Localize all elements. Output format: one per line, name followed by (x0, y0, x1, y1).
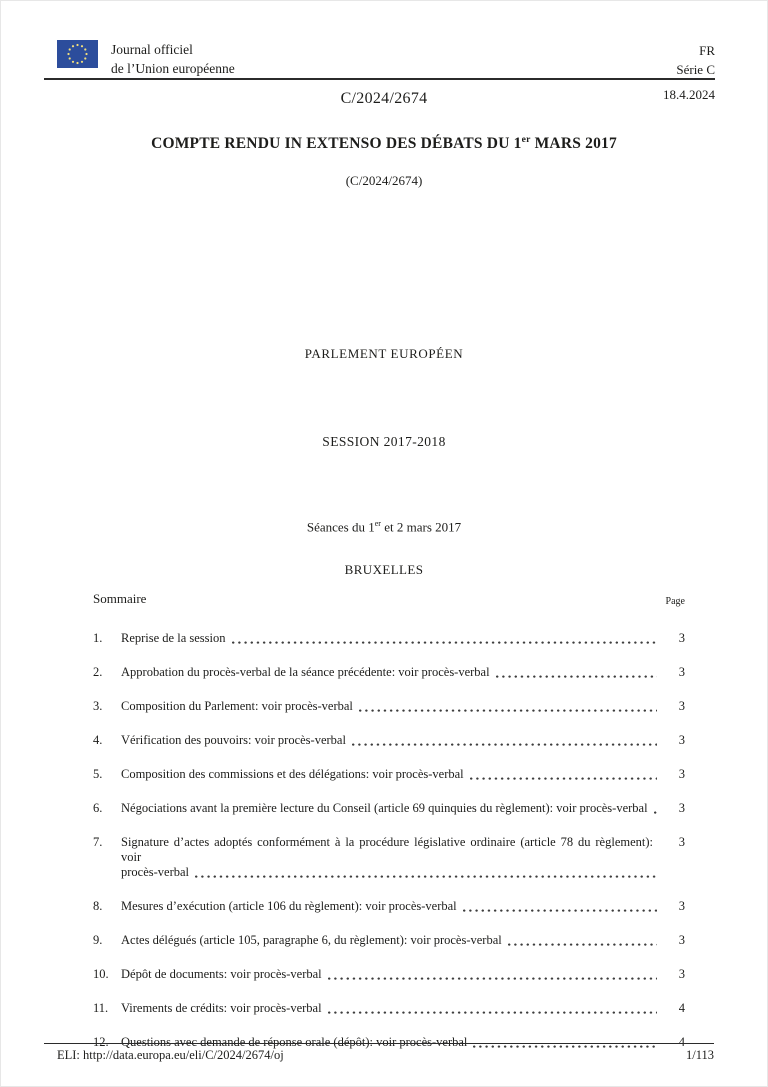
session-heading: SESSION 2017-2018 (322, 434, 446, 449)
toc-list (93, 631, 685, 1050)
toc-item-body (121, 631, 685, 646)
toc-item-line (121, 699, 685, 714)
toc-item (93, 665, 685, 680)
toc-item-number: 7. (93, 835, 103, 849)
masthead-title (111, 40, 235, 78)
toc-item-line (121, 1001, 685, 1016)
toc-item-body (121, 801, 685, 816)
toc-item (93, 733, 685, 748)
toc-item-line (121, 835, 685, 865)
page-footer (57, 1048, 714, 1063)
toc-dotted-leader (496, 675, 657, 678)
toc-item-number: 2. (93, 665, 103, 679)
toc-item-number: 11. (93, 1001, 109, 1015)
page-counter: 1/113 (685, 1048, 714, 1062)
header-rule (44, 78, 715, 80)
toc-item (93, 899, 685, 914)
toc-item-text: Virements de crédits: voir procès-verbal (121, 1001, 322, 1015)
toc-item-number: 5. (93, 767, 103, 781)
masthead-right (676, 40, 715, 79)
toc-item-text: Questions avec demande de réponse orale (dépôt): voir procès-verbal (121, 1035, 468, 1049)
masthead (57, 40, 715, 79)
toc-item-page: 4 (678, 1001, 685, 1015)
toc-dotted-leader (352, 743, 657, 746)
toc-item-line (121, 631, 685, 646)
toc-item-number: 9. (93, 933, 103, 947)
language-code: FR (699, 43, 715, 58)
toc-item-page: 4 (678, 1035, 685, 1049)
toc-item (93, 631, 685, 646)
toc-item-body (121, 767, 685, 782)
toc-item-text: Signature d’actes adoptés conformément à la procédure législative ordinaire (article 78 du règlement): voir (121, 835, 653, 864)
toc-item-body (121, 835, 685, 880)
document-title (1, 134, 767, 153)
toc-dotted-leader (232, 641, 658, 644)
toc-dotted-leader (463, 909, 657, 912)
parliament-heading: PARLEMENT EUROPÉEN (304, 346, 464, 361)
sittings-text-end: et 2 mars 2017 (380, 519, 462, 535)
toc-item-text: Composition du Parlement: voir procès-verbal (121, 699, 353, 713)
toc-item-page: 3 (678, 933, 685, 947)
masthead-line1: Journal officiel (111, 42, 193, 57)
toc-item-text: Actes délégués (article 105, paragraphe 6, du règlement): voir procès-verbal (121, 933, 502, 947)
eli-link[interactable]: ELI: http://data.europa.eu/eli/C/2024/2674/oj (57, 1048, 284, 1062)
toc-item-page: 3 (678, 767, 685, 781)
toc-item-page: 3 (678, 801, 685, 815)
masthead-left (57, 40, 235, 78)
toc-item-body (121, 699, 685, 714)
document-number: C/2024/2674 (340, 90, 428, 107)
toc-item-page: 3 (678, 967, 685, 981)
document-number-row (1, 87, 767, 111)
toc-item-text: Négociations avant la première lecture du Conseil (article 69 quinquies du règlement): voir procès-verbal (121, 801, 648, 815)
sittings-line (1, 519, 767, 535)
masthead-line2: de l’Union européenne (111, 61, 235, 76)
toc-page-column-label: Page (665, 596, 685, 607)
toc-dotted-leader (654, 811, 657, 814)
toc-item-text: Composition des commissions et des délégations: voir procès-verbal (121, 767, 464, 781)
title-superscript: er (521, 134, 531, 145)
toc-item-line (121, 665, 685, 680)
toc-item-number: 12. (93, 1035, 109, 1049)
toc-item-page: 3 (678, 733, 685, 747)
toc-item-number: 1. (93, 631, 103, 645)
toc-item-line (121, 733, 685, 748)
document-title-year: MARS 2017 (530, 135, 617, 153)
toc-item-body (121, 733, 685, 748)
toc-item-body (121, 665, 685, 680)
toc-item-body (121, 899, 685, 914)
toc-dotted-leader (508, 943, 657, 946)
series-label: Série C (676, 62, 715, 77)
toc-item (93, 699, 685, 714)
toc-item-number: 8. (93, 899, 103, 913)
toc-item-number: 10. (93, 967, 109, 981)
toc-dotted-leader (470, 777, 657, 780)
toc-item (93, 933, 685, 948)
toc-item-line (121, 899, 685, 914)
table-of-contents (93, 591, 685, 1069)
city-heading: BRUXELLES (344, 562, 424, 577)
toc-item-body (121, 933, 685, 948)
toc-item-page: 3 (678, 899, 685, 913)
toc-item (93, 767, 685, 782)
toc-item-body (121, 1001, 685, 1016)
toc-dotted-leader (328, 977, 657, 980)
toc-item (93, 801, 685, 816)
toc-dotted-leader (359, 709, 657, 712)
toc-item-number: 6. (93, 801, 103, 815)
toc-item-line (121, 865, 685, 880)
document-subnumber: (C/2024/2674) (345, 173, 423, 188)
toc-item-number: 3. (93, 699, 103, 713)
toc-item-text: Mesures d’exécution (article 106 du règlement): voir procès-verbal (121, 899, 457, 913)
toc-item-text: Approbation du procès-verbal de la séance précédente: voir procès-verbal (121, 665, 490, 679)
toc-item-text: Reprise de la session (121, 631, 226, 645)
footer-rule (44, 1043, 714, 1044)
toc-dotted-leader (328, 1011, 657, 1014)
document-title-text: COMPTE RENDU IN EXTENSO DES DÉBATS DU 1 (151, 135, 522, 153)
toc-item-page: 3 (678, 665, 685, 679)
toc-dotted-leader (195, 875, 657, 878)
toc-item-page: 3 (678, 699, 685, 713)
toc-item-body (121, 967, 685, 982)
toc-item-text: Dépôt de documents: voir procès-verbal (121, 967, 322, 981)
toc-item-number: 4. (93, 733, 103, 747)
sittings-text: Séances du 1 (306, 519, 375, 535)
toc-item-line (121, 967, 685, 982)
sittings-superscript: er (374, 519, 381, 528)
toc-item (93, 1001, 685, 1016)
toc-item (93, 835, 685, 880)
toc-item-page: 3 (678, 631, 685, 645)
eu-flag-icon (57, 40, 98, 68)
toc-item (93, 967, 685, 982)
toc-item-page: 3 (678, 835, 685, 849)
publication-date: 18.4.2024 (663, 87, 715, 102)
toc-item-line (121, 933, 685, 948)
toc-heading: Sommaire (93, 591, 147, 606)
toc-item-text: Vérification des pouvoirs: voir procès-verbal (121, 733, 346, 747)
toc-item-line (121, 767, 685, 782)
toc-item-line (121, 801, 685, 816)
toc-header (93, 591, 685, 607)
toc-item-text: procès-verbal (121, 865, 190, 879)
